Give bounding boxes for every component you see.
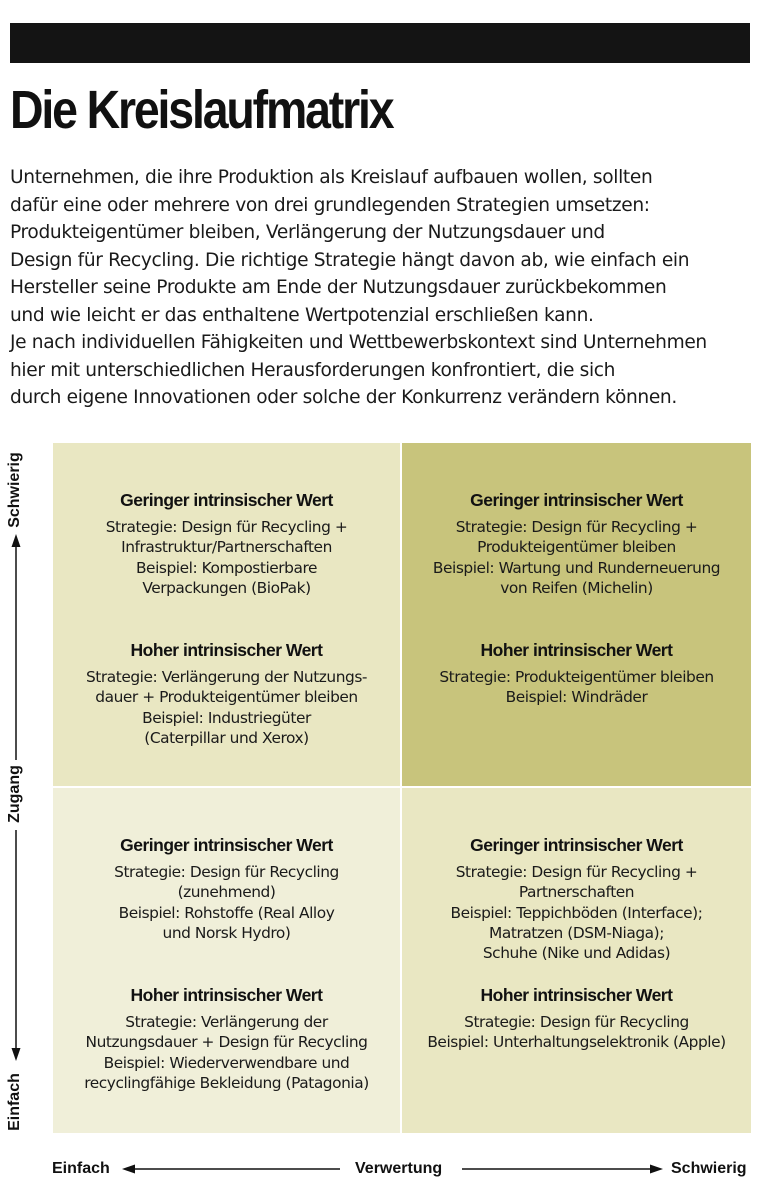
block-line: recyclingfähige Bekleidung (Patagonia): [84, 1073, 369, 1092]
block-line: Beispiel: Wiederverwendbare und: [103, 1053, 350, 1072]
block-line: Strategie: Design für Recycling: [464, 1013, 689, 1031]
block-line: Matratzen (DSM-Niaga);: [489, 923, 664, 942]
block-line: Verpackungen (BioPak): [142, 578, 311, 597]
intro-line: durch eigene Innovationen oder solche der Konkurrenz verändern können.: [10, 387, 677, 408]
block-line: Beispiel: Windräder: [505, 688, 648, 707]
block-line: von Reifen (Michelin): [500, 578, 653, 597]
block-heading: Geringer intrinsischer Wert: [470, 835, 683, 855]
block-line: Beispiel: Kompostierbare: [135, 558, 318, 577]
y-axis-title: Zugang: [6, 765, 23, 823]
block-line: (Caterpillar und Xerox): [144, 728, 309, 747]
page-title: Die Kreislaufmatrix: [10, 80, 393, 140]
intro-line: Design für Recycling. Die richtige Strategie hängt davon ab, wie einfach ein: [10, 249, 690, 271]
block-line: Strategie: Design für Recycling +: [455, 518, 698, 536]
intro-line: Hersteller seine Produkte am Ende der Nutzungsdauer zurückbekommen: [10, 277, 667, 298]
block-line: Nutzungsdauer + Design für Recycling: [85, 1033, 368, 1052]
y-axis-bottom-label: Einfach: [6, 1073, 23, 1131]
block-line: Beispiel: Rohstoffe (Real Alloy: [118, 903, 335, 922]
block-heading: Geringer intrinsischer Wert: [120, 490, 333, 510]
x-axis-title: Verwertung: [355, 1160, 443, 1177]
block-line: Infrastruktur/Partnerschaften: [121, 538, 332, 557]
block-line: Strategie: Verlängerung der: [125, 1013, 328, 1031]
block-heading: Hoher intrinsischer Wert: [130, 985, 323, 1005]
block-line: Beispiel: Unterhaltungselektronik (Apple): [427, 1033, 726, 1052]
arrow-down-icon: [12, 1048, 21, 1061]
block-line: (zunehmend): [177, 883, 276, 902]
block-line: dauer + Produkteigentümer bleiben: [95, 688, 358, 707]
intro-line: und wie leicht er das enthaltene Wertpotenzial erschließen kann.: [10, 304, 594, 326]
arrow-left-icon: [122, 1165, 135, 1174]
x-axis-left-label: Einfach: [52, 1160, 110, 1177]
block-line: Strategie: Verlängerung der Nutzungs-: [85, 668, 368, 686]
arrow-right-icon: [650, 1165, 663, 1174]
block-line: Produkteigentümer bleiben: [477, 538, 676, 557]
intro-line: Je nach individuellen Fähigkeiten und Wettbewerbskontext sind Unternehmen: [10, 332, 707, 353]
block-line: Schuhe (Nike und Adidas): [482, 944, 671, 963]
block-line: Strategie: Design für Recycling +: [105, 518, 348, 536]
block-line: Strategie: Produkteigentümer bleiben: [439, 668, 714, 686]
x-axis-right-label: Schwierig: [671, 1160, 747, 1177]
intro-line: hier mit unterschiedlichen Herausforderungen konfrontiert, die sich: [10, 359, 616, 381]
block-line: Beispiel: Wartung und Runderneuerung: [432, 558, 721, 577]
block-heading: Hoher intrinsischer Wert: [480, 640, 673, 660]
block-line: Beispiel: Teppichböden (Interface);: [450, 903, 703, 922]
arrow-up-icon: [12, 534, 21, 547]
block-line: Beispiel: Industriegüter: [142, 708, 311, 727]
block-line: und Norsk Hydro): [162, 923, 291, 942]
block-heading: Hoher intrinsischer Wert: [130, 640, 323, 660]
intro-line: Produkteigentümer bleiben, Verlängerung der Nutzungsdauer und: [10, 222, 605, 243]
intro-line: dafür eine oder mehrere von drei grundlegenden Strategien umsetzen:: [10, 194, 650, 216]
block-line: Partnerschaften: [518, 883, 635, 902]
y-axis-top-label: Schwierig: [6, 452, 23, 528]
block-line: Strategie: Design für Recycling +: [455, 863, 698, 881]
block-heading: Geringer intrinsischer Wert: [470, 490, 683, 510]
block-heading: Hoher intrinsischer Wert: [480, 985, 673, 1005]
block-line: Strategie: Design für Recycling: [114, 863, 339, 881]
intro-line: Unternehmen, die ihre Produktion als Kreislauf aufbauen wollen, sollten: [10, 167, 653, 188]
block-heading: Geringer intrinsischer Wert: [120, 835, 333, 855]
